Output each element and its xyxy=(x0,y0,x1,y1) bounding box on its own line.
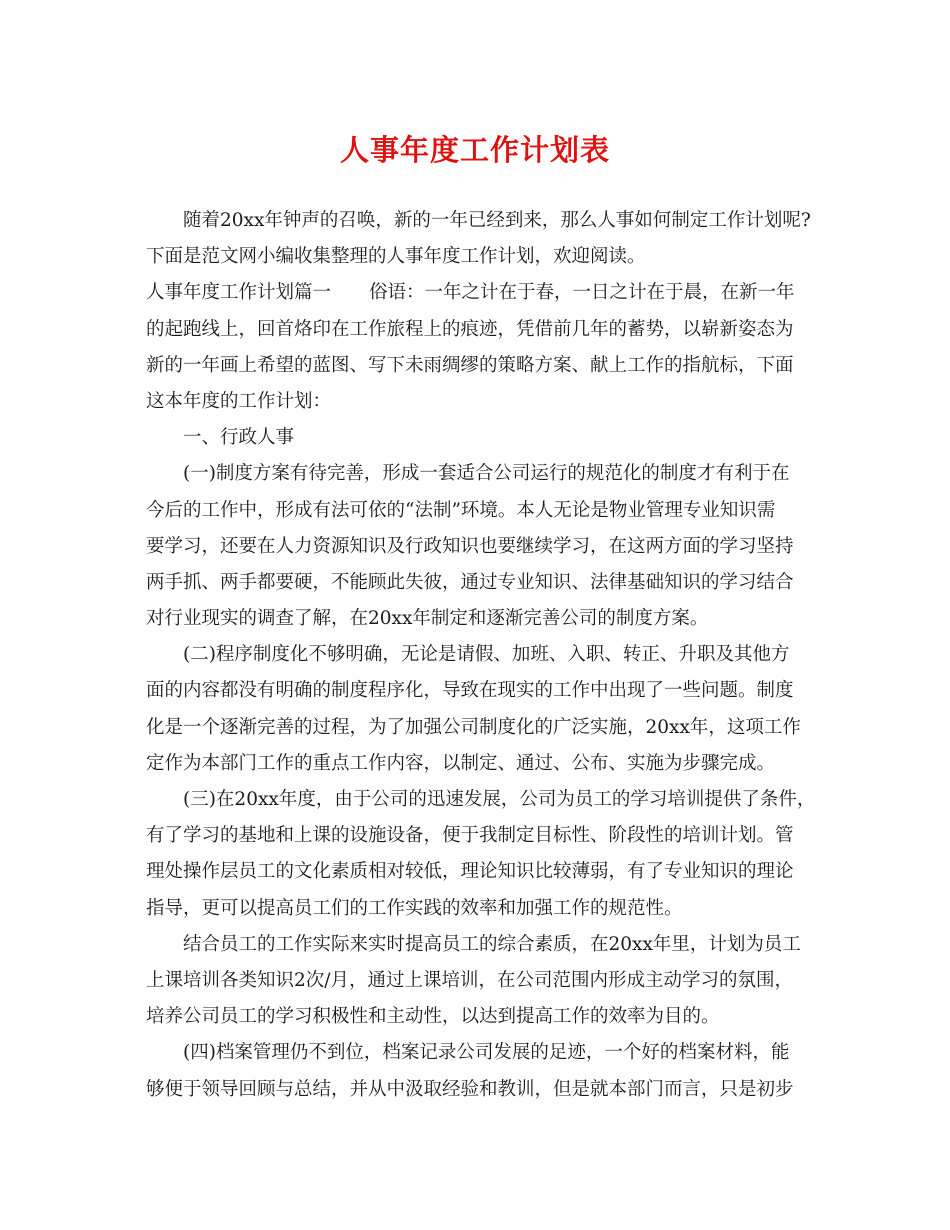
text-line: (三)在20xx年度，由于公司的迅速发展，公司为员工的学习培训提供了条件， xyxy=(183,789,816,810)
section-heading: 一、行政人事 xyxy=(183,427,295,449)
text-line: 定作为本部门工作的重点工作内容，以制定、通过、公布、实施为步骤完成。 xyxy=(146,752,776,774)
text-line: (二)程序制度化不够明确，无论是请假、加班、入职、转正、升职及其他方 xyxy=(183,644,790,666)
text-line: 随着20xx年钟声的召唤，新的一年已经到来，那么人事如何制定工作计划呢? xyxy=(183,210,811,231)
text-line: 对行业现实的调查了解，在20xx年制定和逐渐完善公司的制度方案。 xyxy=(146,608,709,630)
text-line: 这本年度的工作计划： xyxy=(146,390,332,412)
text-line: 面的内容都没有明确的制度程序化，导致在现实的工作中出现了一些问题。制度 xyxy=(146,680,794,702)
text-line: 有了学习的基地和上课的设施设备，便于我制定目标性、阶段性的培训计划。管 xyxy=(146,825,794,847)
text-line: 培养公司员工的学习积极性和主动性，以达到提高工作的效率为目的。 xyxy=(146,1006,720,1028)
text-line: 的起跑线上，回首烙印在工作旅程上的痕迹，凭借前几年的蓄势，以崭新姿态为 xyxy=(146,318,794,340)
text-line: 下面是范文网小编收集整理的人事年度工作计划，欢迎阅读。 xyxy=(146,246,646,268)
page-title: 人事年度工作计划表 xyxy=(339,133,610,167)
text-line: 上课培训各类知识2次/月，通过上课培训，在公司范围内形成主动学习的氛围， xyxy=(146,969,794,991)
text-line: 指导，更可以提高员工们的工作实践的效率和加强工作的规范性。 xyxy=(146,897,683,919)
text-line: 俗语：一年之计在于春，一日之计在于晨，在新一年 xyxy=(369,282,795,304)
section-heading-line xyxy=(146,275,826,311)
document-body xyxy=(146,203,826,1108)
text-line: 结合员工的工作实际来实时提高员工的综合素质，在20xx年里，计划为员工 xyxy=(183,933,801,955)
text-line: (四)档案管理仍不到位，档案记录公司发展的足迹，一个好的档案材料，能 xyxy=(183,1042,790,1064)
text-line: 今后的工作中，形成有法可依的“法制”环境。本人无论是物业管理专业知识需 xyxy=(146,499,776,521)
text-line: 要学习，还要在人力资源知识及行政知识也要继续学习，在这两方面的学习坚持 xyxy=(146,535,794,557)
section-heading: 人事年度工作计划篇一 xyxy=(146,282,332,304)
text-line: 够便于领导回顾与总结，并从中汲取经验和教训，但是就本部门而言，只是初步 xyxy=(146,1078,794,1100)
text-line: (一)制度方案有待完善，形成一套适合公司运行的规范化的制度才有利于在 xyxy=(183,463,790,485)
text-line: 新的一年画上希望的蓝图、写下未雨绸缪的策略方案、献上工作的指航标，下面 xyxy=(146,354,794,376)
text-line: 化是一个逐渐完善的过程，为了加强公司制度化的广泛实施，20xx年，这项工作 xyxy=(146,716,801,738)
text-line: 两手抓、两手都要硬，不能顾此失彼，通过专业知识、法律基础知识的学习结合 xyxy=(146,571,794,593)
text-line: 理处操作层员工的文化素质相对较低，理论知识比较薄弱，有了专业知识的理论 xyxy=(146,861,794,883)
